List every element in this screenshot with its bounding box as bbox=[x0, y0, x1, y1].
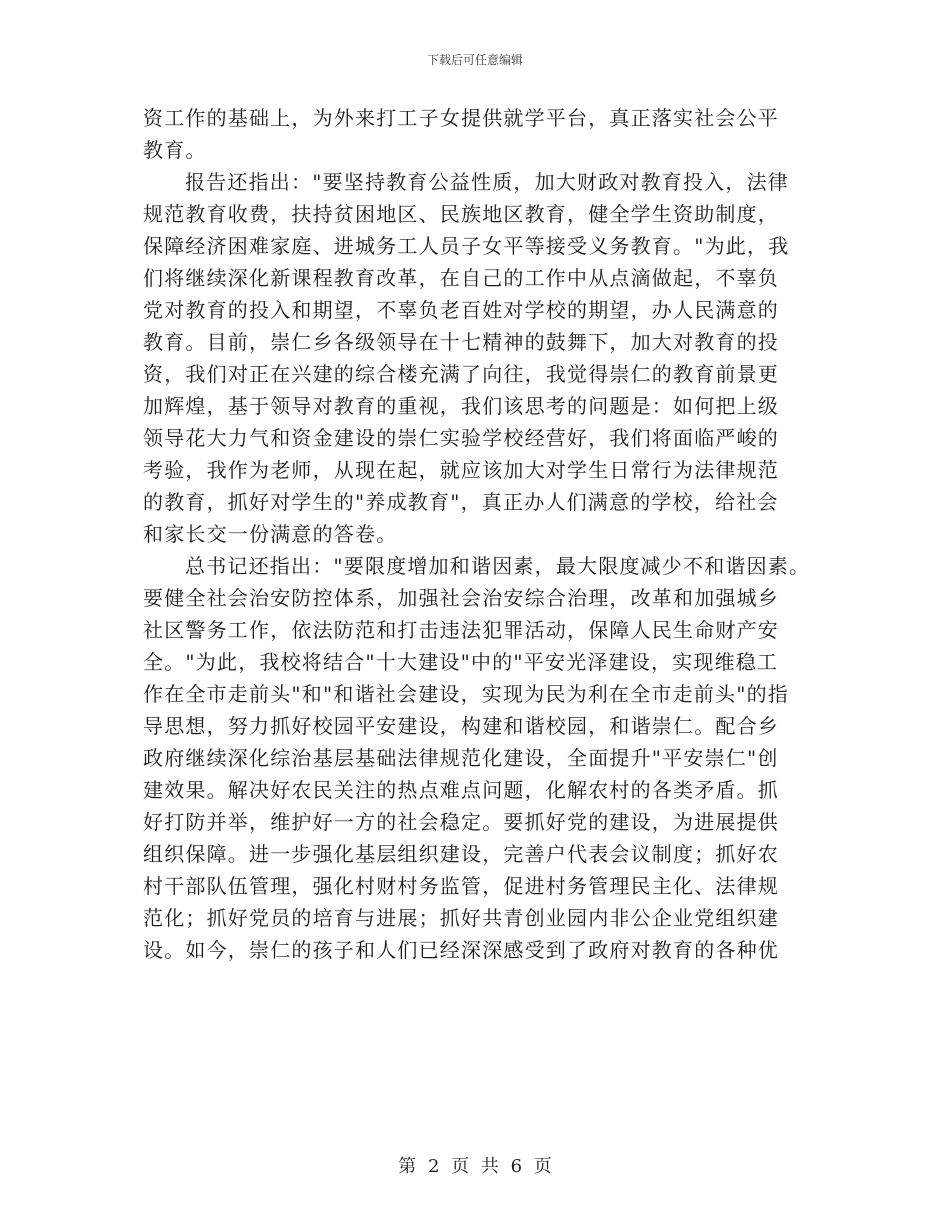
text-line: 保障经济困难家庭、进城务工人员子女平等接受义务教育。"为此，我 bbox=[143, 234, 790, 258]
text-line: 教育。目前，崇仁乡各级领导在十七精神的鼓舞下，加大对教育的投 bbox=[143, 330, 779, 354]
text-line: 们将继续深化新课程教育改革，在自己的工作中从点滴做起，不辜负 bbox=[143, 266, 779, 290]
text-line: 加辉煌，基于领导对教育的重视，我们该思考的问题是：如何把上级 bbox=[143, 394, 779, 418]
text-line: 作在全市走前头"和"和谐社会建设，实现为民为利在全市走前头"的指 bbox=[143, 682, 789, 706]
text-line: 社区警务工作，依法防范和打击违法犯罪活动，保障人民生命财产安 bbox=[143, 618, 779, 642]
page-header: 下载后可任意编辑 bbox=[426, 53, 523, 67]
paragraph-start-line: 报告还指出："要坚持教育公益性质，加大财政对教育投入，法律 bbox=[185, 170, 789, 194]
text-line: 设。如今，崇仁的孩子和人们已经深深感受到了政府对教育的各种优 bbox=[143, 938, 779, 962]
text-line: 好打防并举，维护好一方的社会稳定。要抓好党的建设，为进展提供 bbox=[143, 810, 779, 834]
body-text bbox=[143, 102, 823, 966]
text-line: 教育。 bbox=[143, 138, 207, 162]
page-footer: 第 2 页 共 6 页 bbox=[398, 1156, 552, 1177]
text-line: 的教育，抓好对学生的"养成教育"，真正办人们满意的学校，给社会 bbox=[143, 490, 779, 514]
text-line: 党对教育的投入和期望，不辜负老百姓对学校的期望，办人民满意的 bbox=[143, 298, 779, 322]
text-line: 范化；抓好党员的培育与进展；抓好共青创业园内非公企业党组织建 bbox=[143, 906, 779, 930]
text-line: 资，我们对正在兴建的综合楼充满了向往，我觉得崇仁的教育前景更 bbox=[143, 362, 779, 386]
text-line: 资工作的基础上，为外来打工子女提供就学平台，真正落实社会公平 bbox=[143, 106, 779, 130]
text-line: 和家长交一份满意的答卷。 bbox=[143, 522, 398, 546]
text-line: 建效果。解决好农民关注的热点难点问题，化解农村的各类矛盾。抓 bbox=[143, 778, 779, 802]
text-line: 考验，我作为老师，从现在起，就应该加大对学生日常行为法律规范 bbox=[143, 458, 779, 482]
paragraph-start-line: 总书记还指出："要限度增加和谐因素，最大限度减少不和谐因素。 bbox=[185, 554, 811, 578]
text-line: 要健全社会治安防控体系，加强社会治安综合治理，改革和加强城乡 bbox=[143, 586, 779, 610]
text-line: 导思想，努力抓好校园平安建设，构建和谐校园，和谐崇仁。配合乡 bbox=[143, 714, 779, 738]
text-line: 规范教育收费，扶持贫困地区、民族地区教育，健全学生资助制度， bbox=[143, 202, 779, 226]
text-line: 村干部队伍管理，强化村财村务监管，促进村务管理民主化、法律规 bbox=[143, 874, 779, 898]
text-line: 全。"为此，我校将结合"十大建设"中的"平安光泽建设，实现维稳工 bbox=[143, 650, 779, 674]
text-line: 组织保障。进一步强化基层组织建设，完善户代表会议制度；抓好农 bbox=[143, 842, 779, 866]
text-line: 领导花大力气和资金建设的崇仁实验学校经营好，我们将面临严峻的 bbox=[143, 426, 779, 450]
text-line: 政府继续深化综治基层基础法律规范化建设，全面提升"平安崇仁"创 bbox=[143, 746, 779, 770]
